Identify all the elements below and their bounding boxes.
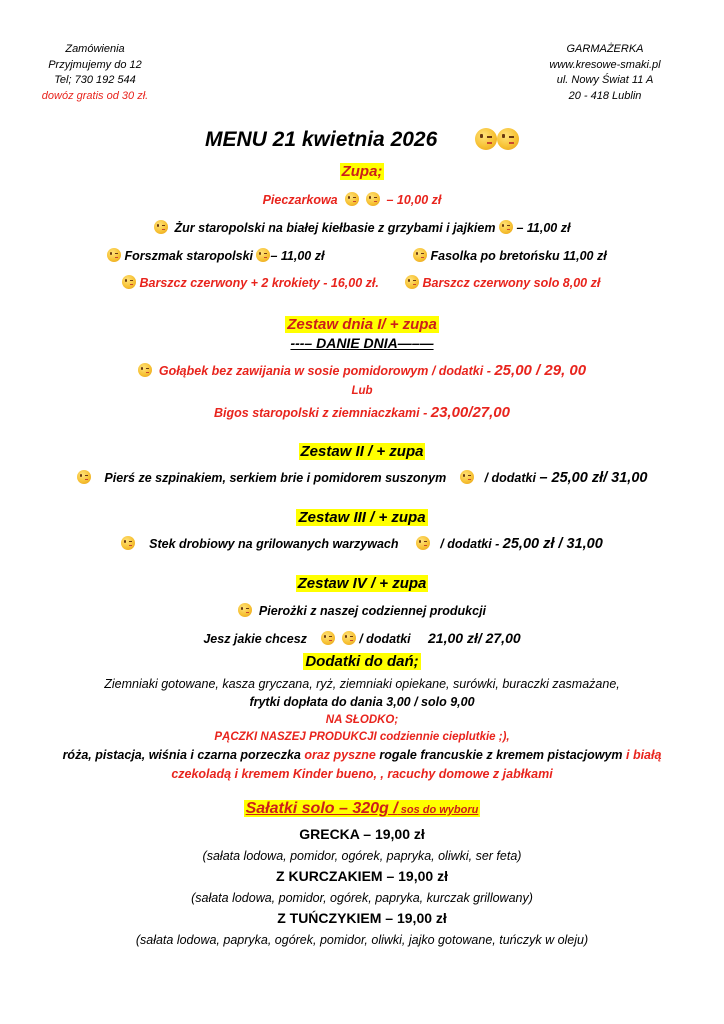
wink-emoji-icon (342, 631, 356, 645)
wink-emoji-icon (405, 275, 419, 289)
set1-bigos-name: Bigos staropolski z ziemniaczkami - (214, 406, 431, 420)
wink-emoji-icon (138, 363, 152, 377)
soup-heading: Zupa; (341, 163, 383, 180)
set4-heading-row (0, 575, 724, 592)
set1-bigos-price: 23,00/27,00 (430, 404, 510, 421)
header-orders: Zamówienia (65, 43, 125, 55)
set1-bigos (0, 404, 724, 421)
sides-heading-row (0, 653, 724, 670)
soup-barszcz-solo (405, 275, 600, 290)
set2-dodatki: / dodatki (484, 471, 536, 485)
wink-emoji-icon (460, 470, 474, 484)
set4-dodatki: / dodatki (359, 632, 411, 646)
set1-golabek (0, 362, 724, 379)
set4-choice (0, 630, 724, 646)
set4-price: 21,00 zł/ 27,00 (428, 630, 521, 646)
header-address (520, 42, 690, 104)
set1-golabek-name: Gołąbek bez zawijania w sosie pomidorowym / dodatki - (158, 364, 495, 378)
sweets-heading: NA SŁODKO; (325, 714, 399, 726)
sweets-paczki: PĄCZKI NASZEJ PRODUKCJI codziennie cieplutkie ;), (214, 731, 510, 743)
salads-heading: Sałatki solo – 320g / (245, 800, 398, 817)
wink-emoji-icon (77, 470, 91, 484)
header-website[interactable]: www.kresowe-smaki.pl (549, 58, 661, 71)
salad-chicken: Z KURCZAKIEM – 19,00 zł (276, 868, 448, 884)
header-street: ul. Nowy Świat 11 A (556, 74, 654, 86)
set2-item-name: Pierś ze szpinakiem, serkiem brie i pomidorem suszonym (104, 471, 447, 485)
header-hours: Przyjmujemy do 12 (48, 58, 142, 71)
salad-tuna-desc: (sałata lodowa, papryka, ogórek, pomidor, oliwki, jajko gotowane, tuńczyk w oleju) (135, 933, 589, 947)
wink-emoji-icon (497, 128, 519, 150)
sides-fries: frytki dopłata do dania 3,00 / solo 9,00 (249, 695, 475, 709)
salad-chicken-desc: (sałata lodowa, pomidor, ogórek, papryka, kurczak grillowany) (191, 891, 533, 905)
set4-jesz: Jesz jakie chcesz (203, 632, 307, 646)
set4-item-name: Pierożki z naszej codziennej produkcji (258, 604, 487, 618)
set2-price: – 25,00 zł/ 31,00 (539, 470, 648, 486)
dish-of-day: ---– DANIE DNIA—–— (290, 335, 434, 351)
soup-zur (0, 220, 724, 235)
soup-forszmak (107, 248, 324, 263)
wink-emoji-icon (499, 220, 513, 234)
soup-pieczarkowa-name: Pieczarkowa (262, 193, 338, 207)
wink-emoji-icon (256, 248, 270, 262)
soup-fasolka-name: Fasolka po bretońsku 11,00 zł (430, 249, 607, 263)
salad-greek: GRECKA – 19,00 zł (299, 826, 425, 842)
set4-item (0, 603, 724, 618)
header-contact (20, 42, 170, 104)
header-phone: Tel; 730 192 544 (54, 74, 136, 86)
soup-heading-row (0, 163, 724, 180)
wink-emoji-icon (321, 631, 335, 645)
set3-dodatki: / dodatki - (440, 537, 503, 551)
soup-forszmak-name: Forszmak staropolski (124, 249, 253, 263)
soup-fasolka (413, 248, 607, 263)
set3-price: 25,00 zł / 31,00 (502, 536, 603, 552)
header-company: GARMAŻERKA (566, 43, 644, 55)
sweets-flavours-list: róża, pistacja, wiśnia i czarna porzeczka (62, 748, 301, 762)
salad-greek-desc: (sałata lodowa, pomidor, ogórek, papryka, oliwki, ser feta) (202, 849, 522, 863)
menu-title-row (0, 128, 724, 152)
set2-heading-row (0, 443, 724, 460)
wink-emoji-icon (154, 220, 168, 234)
soup-barszcz-krokiety (122, 275, 379, 290)
sweets-chocolate: czekoladą i kremem Kinder bueno, , racuchy domowe z jabłkami (171, 767, 553, 781)
wink-emoji-icon (345, 192, 359, 206)
set1-or: Lub (351, 385, 373, 397)
wink-emoji-icon (122, 275, 136, 289)
set1-heading-row (0, 316, 724, 333)
set1-heading: Zestaw dnia I/ + zupa (287, 316, 437, 333)
wink-emoji-icon (107, 248, 121, 262)
wink-emoji-icon (366, 192, 380, 206)
wink-emoji-icon (121, 536, 135, 550)
sweets-flavours (0, 748, 724, 762)
soup-forszmak-price: – 11,00 zł (270, 249, 325, 263)
set2-heading: Zestaw II / + zupa (300, 443, 424, 460)
set4-heading: Zestaw IV / + zupa (297, 575, 427, 592)
set3-item (0, 536, 724, 552)
soup-pieczarkowa-price: – 10,00 zł (386, 193, 442, 207)
wink-emoji-icon (413, 248, 427, 262)
sides-list: Ziemniaki gotowane, kasza gryczana, ryż, ziemniaki opiekane, surówki, buraczki zasmażane, (104, 677, 620, 691)
salads-sauce: sos do wyboru (397, 804, 479, 816)
header-city: 20 - 418 Lublin (568, 89, 642, 102)
soup-zur-price: – 11,00 zł (516, 221, 571, 235)
sweets-rogale: rogale francuskie z kremem pistacjowym (379, 748, 623, 762)
soup-zur-name: Żur staropolski na białej kiełbasie z grzybami i jajkiem (174, 221, 496, 235)
salads-heading-row (0, 800, 724, 818)
wink-emoji-icon (475, 128, 497, 150)
soup-pieczarkowa (0, 192, 714, 207)
set2-item (0, 470, 724, 486)
soup-barszcz-krokiety-name: Barszcz czerwony + 2 krokiety - 16,00 zł. (139, 276, 379, 290)
header-delivery: dowóz gratis od 30 zł. (41, 89, 149, 102)
set3-heading-row (0, 509, 724, 526)
set3-heading: Zestaw III / + zupa (298, 509, 426, 526)
soup-barszcz-solo-name: Barszcz czerwony solo 8,00 zł (422, 276, 601, 290)
sweets-and-white: i białą (622, 748, 662, 762)
sweets-and-tasty: oraz pyszne (300, 748, 380, 762)
set1-golabek-price: 25,00 / 29, 00 (494, 362, 587, 379)
set3-item-name: Stek drobiowy na grilowanych warzywach (149, 537, 399, 551)
menu-title: MENU 21 kwietnia 2026 (205, 128, 438, 151)
sides-heading: Dodatki do dań; (305, 653, 419, 670)
wink-emoji-icon (416, 536, 430, 550)
salad-tuna: Z TUŃCZYKIEM – 19,00 zł (277, 910, 447, 926)
wink-emoji-icon (238, 603, 252, 617)
